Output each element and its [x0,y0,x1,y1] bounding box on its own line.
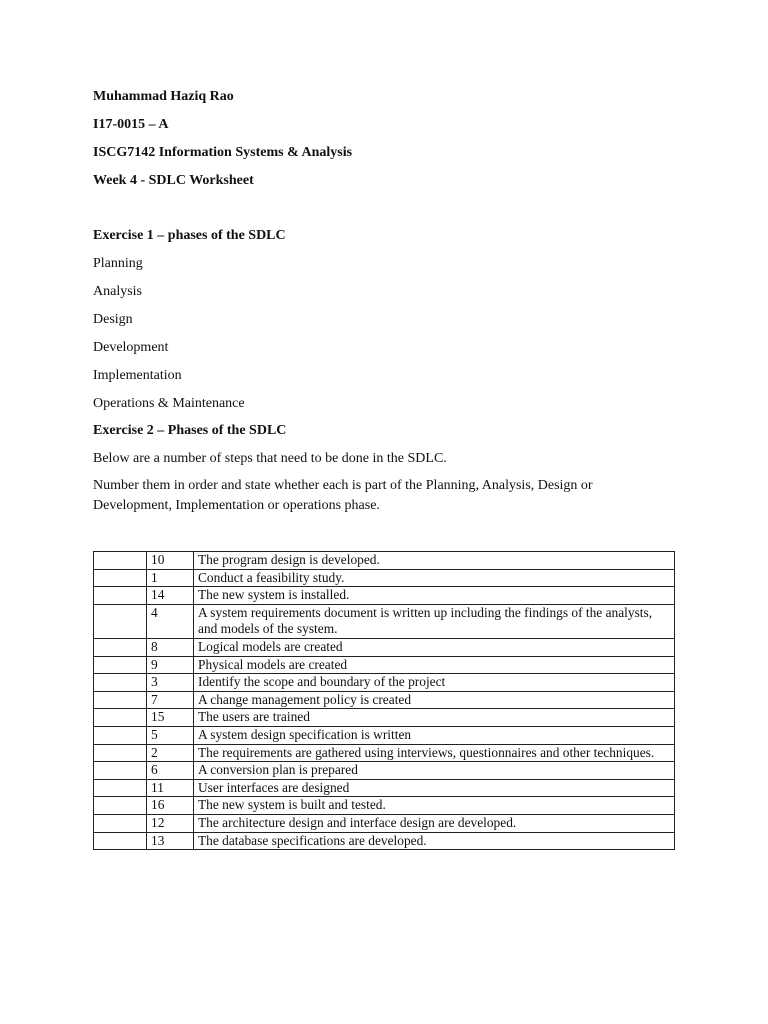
order-number-cell: 16 [147,797,194,815]
step-description-cell: The program design is developed. [194,552,675,570]
phase-item: Operations & Maintenance [93,396,245,411]
phase-item: Implementation [93,368,182,383]
phase-cell[interactable] [94,726,147,744]
order-number-cell: 11 [147,779,194,797]
step-description-cell: The database specifications are developed. [194,832,675,850]
course-title: ISCG7142 Information Systems & Analysis [93,145,353,160]
step-description-cell: A change management policy is created [194,691,675,709]
phase-item: Analysis [93,284,142,299]
step-description-cell: The architecture design and interface design are developed. [194,814,675,832]
phase-item: Planning [93,256,143,271]
phase-cell[interactable] [94,691,147,709]
order-number-cell: 2 [147,744,194,762]
order-number-cell: 14 [147,587,194,605]
phase-cell[interactable] [94,674,147,692]
step-description-cell: Logical models are created [194,638,675,656]
table-row [94,569,675,587]
author-name: Muhammad Haziq Rao [93,89,234,104]
step-description-cell: A system design specification is written [194,726,675,744]
step-description-cell: Identify the scope and boundary of the project [194,674,675,692]
step-description-cell: The new system is built and tested. [194,797,675,815]
order-number-cell: 4 [147,604,194,638]
step-description-cell: The users are trained [194,709,675,727]
order-number-cell: 3 [147,674,194,692]
table-row [94,779,675,797]
phase-cell[interactable] [94,552,147,570]
exercise2-instruction: Number them in order and state whether each is part of the Planning, Analysis, Design or Development, Implementation or operations phase. [93,478,593,513]
step-description-cell: The requirements are gathered using interviews, questionnaires and other techniques. [194,744,675,762]
table-row [94,744,675,762]
exercise1-heading: Exercise 1 – phases of the SDLC [93,228,286,243]
phase-cell[interactable] [94,638,147,656]
table-row [94,552,675,570]
phase-cell[interactable] [94,814,147,832]
phase-cell[interactable] [94,797,147,815]
table-row [94,638,675,656]
phase-cell[interactable] [94,832,147,850]
order-number-cell: 12 [147,814,194,832]
step-description-cell: A system requirements document is written up including the findings of the analysts, and models of the system. [194,604,675,638]
phase-cell[interactable] [94,656,147,674]
table-row [94,691,675,709]
phase-item: Development [93,340,169,355]
table-row [94,832,675,850]
phase-cell[interactable] [94,587,147,605]
phase-cell[interactable] [94,744,147,762]
table-row [94,709,675,727]
order-number-cell: 5 [147,726,194,744]
table-row [94,814,675,832]
order-number-cell: 6 [147,762,194,780]
order-number-cell: 7 [147,691,194,709]
step-description-cell: Physical models are created [194,656,675,674]
exercise2-heading: Exercise 2 – Phases of the SDLC [93,423,287,438]
steps-table-body [94,552,675,850]
phase-item: Design [93,312,133,327]
order-number-cell: 15 [147,709,194,727]
student-id: I17-0015 – A [93,117,169,132]
exercise2-intro: Below are a number of steps that need to be done in the SDLC. [93,451,447,466]
order-number-cell: 9 [147,656,194,674]
phase-cell[interactable] [94,569,147,587]
order-number-cell: 10 [147,552,194,570]
step-description-cell: User interfaces are designed [194,779,675,797]
step-description-cell: Conduct a feasibility study. [194,569,675,587]
table-row [94,674,675,692]
phase-cell[interactable] [94,779,147,797]
phase-cell[interactable] [94,604,147,638]
order-number-cell: 13 [147,832,194,850]
step-description-cell: A conversion plan is prepared [194,762,675,780]
worksheet-title: Week 4 - SDLC Worksheet [93,173,254,188]
order-number-cell: 1 [147,569,194,587]
table-row [94,762,675,780]
table-row [94,587,675,605]
order-number-cell: 8 [147,638,194,656]
table-row [94,797,675,815]
phase-cell[interactable] [94,762,147,780]
phase-cell[interactable] [94,709,147,727]
table-row [94,726,675,744]
table-row [94,656,675,674]
table-row [94,604,675,638]
step-description-cell: The new system is installed. [194,587,675,605]
steps-table [93,551,675,850]
